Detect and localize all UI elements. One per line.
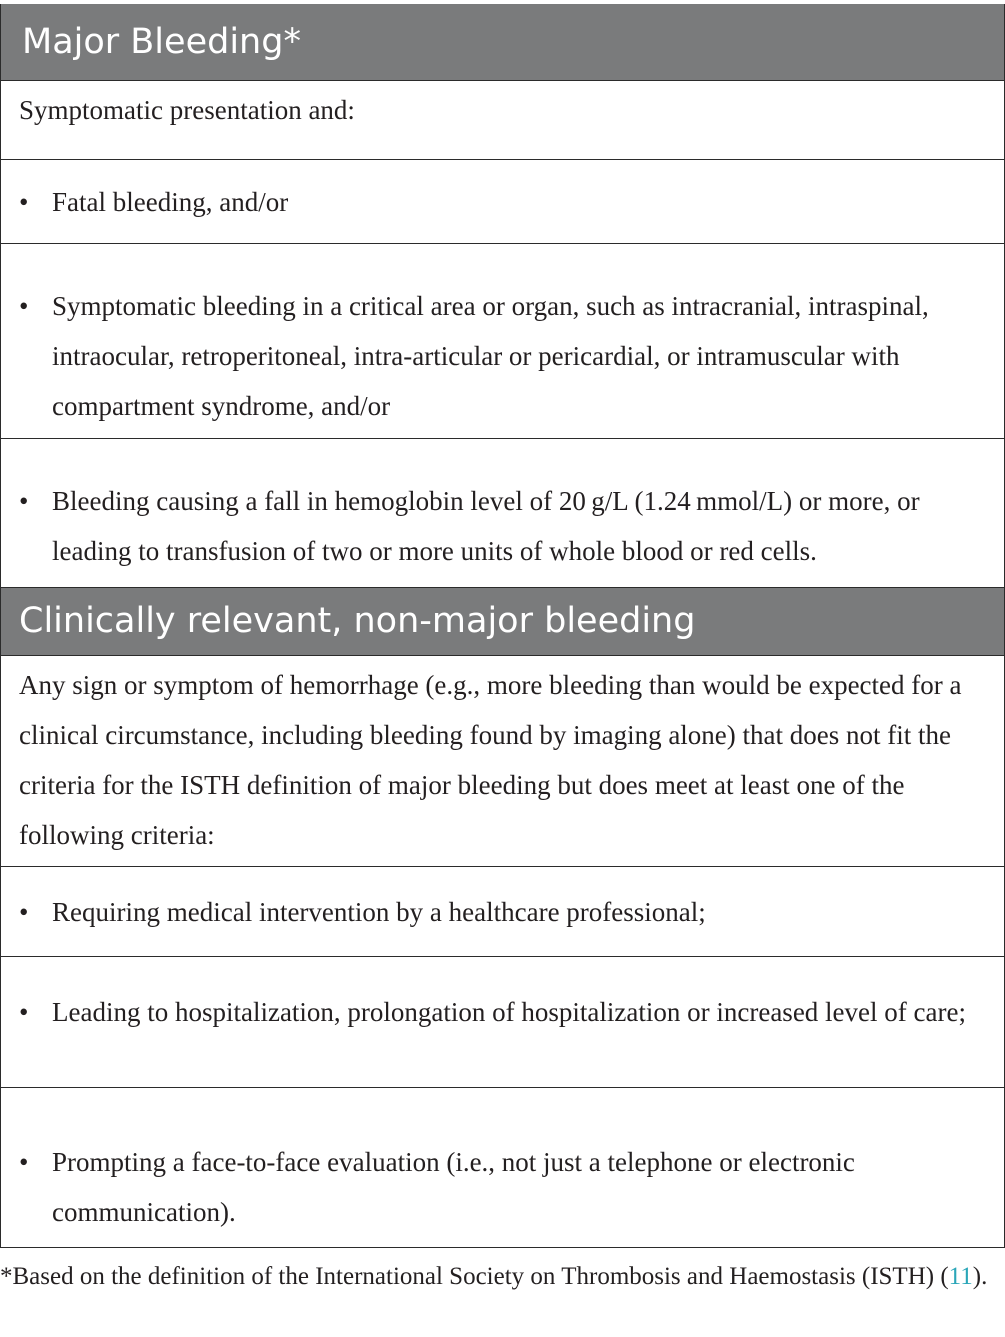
non-major-bleeding-bullet-text: Prompting a face-to-face evaluation (i.e., not just a telephone or electronic communication). — [52, 1147, 855, 1227]
major-bleeding-bullet-row — [1, 160, 1004, 244]
footnote-text: *Based on the definition of the International Society on Thrombosis and Haemostasis (ISTH) ( — [0, 1263, 949, 1290]
non-major-bleeding-header — [1, 588, 1004, 656]
major-bleeding-intro-row — [1, 81, 1004, 160]
non-major-bleeding-header-text: Clinically relevant, non-major bleeding — [19, 601, 696, 641]
bullet-glyph: • — [19, 486, 29, 516]
non-major-bleeding-intro: Any sign or symptom of hemorrhage (e.g., more bleeding than would be expected for a clinical circumstance, including bleeding found by imaging alone) that does not fit the criteria for the ISTH definition of major bleeding but does meet at least one of the following criteria: — [19, 670, 962, 850]
non-major-bleeding-intro-row — [1, 656, 1004, 867]
major-bleeding-bullet-text: Symptomatic bleeding in a critical area or organ, such as intracranial, intraspinal, intraocular, retroperitoneal, intra-articular or pericardial, or intramuscular with compartment syndrome, and/or — [52, 291, 929, 421]
bleeding-definitions-table — [0, 4, 1005, 1248]
non-major-bleeding-bullet-row — [1, 1088, 1004, 1247]
major-bleeding-header — [1, 4, 1004, 81]
table-footnote — [0, 1258, 1000, 1296]
bullet-glyph: • — [19, 187, 29, 217]
major-bleeding-bullet-row — [1, 439, 1004, 588]
major-bleeding-intro: Symptomatic presentation and: — [19, 95, 355, 125]
bullet-glyph: • — [19, 291, 29, 321]
non-major-bleeding-bullet-row — [1, 867, 1004, 957]
non-major-bleeding-bullet-row — [1, 957, 1004, 1088]
major-bleeding-bullet-text: Bleeding causing a fall in hemoglobin level of 20 g/L (1.24 mmol/L) or more, or leading to transfusion of two or more units of whole blood or red cells. — [52, 486, 920, 566]
major-bleeding-bullet-text: Fatal bleeding, and/or — [52, 187, 289, 217]
bullet-glyph: • — [19, 897, 29, 927]
major-bleeding-bullet-row — [1, 244, 1004, 439]
reference-link[interactable]: 11 — [948, 1263, 973, 1290]
footnote-text-end: ). — [972, 1263, 988, 1290]
non-major-bleeding-bullet-text: Leading to hospitalization, prolongation of hospitalization or increased level of care; — [52, 997, 966, 1027]
major-bleeding-header-text: Major Bleeding* — [22, 21, 301, 62]
bullet-glyph: • — [19, 1147, 29, 1177]
bullet-glyph: • — [19, 997, 29, 1027]
non-major-bleeding-bullet-text: Requiring medical intervention by a healthcare professional; — [52, 897, 706, 927]
